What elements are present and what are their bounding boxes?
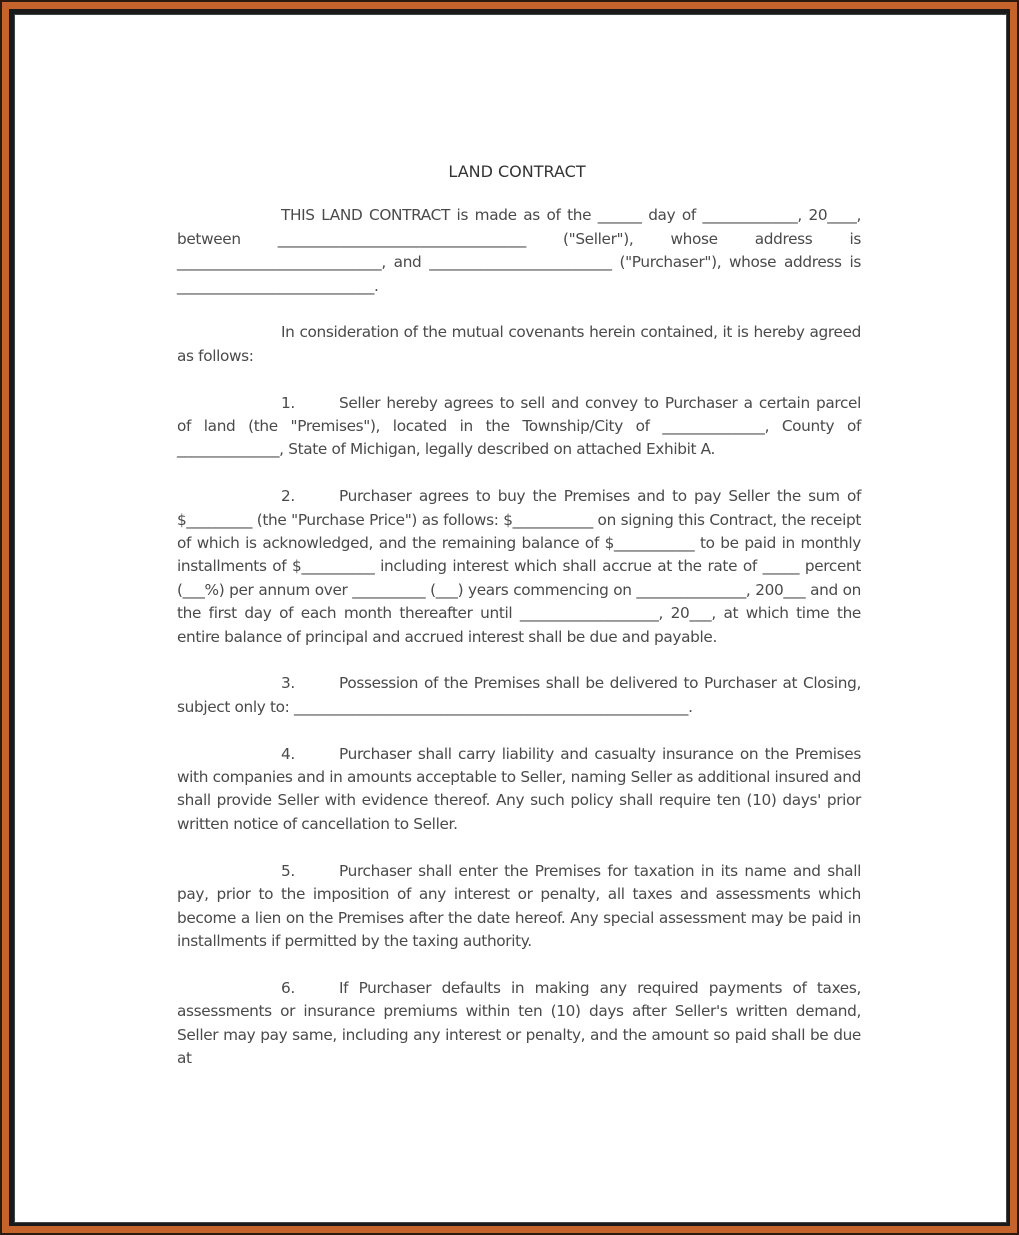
clause-number: 3. [281,674,295,693]
clause-1 [177,392,861,462]
clause-3 [177,672,861,719]
clause-6 [177,977,861,1071]
document-title: LAND CONTRACT [448,162,586,181]
clause-text: Purchaser agrees to buy the Premises and to pay Seller the sum of $_________ (the "Purchase Price") as follows: $___________ on signing this Contract, the receipt of which is acknowledged, and the remaining balance of $___________ to be paid in monthly installments of $__________ including interest which shall accrue at the rate of _____ percent (___%) per annum over __________ (___) years commencing on _______________, 200___ and on the first day of each month thereafter until ___________________, 20___, at which time the entire balance of principal and accrued interest shall be due and payable. [177,487,861,646]
clause-number: 4. [281,744,295,763]
cutoff-fade [177,1068,867,1098]
intro-text: THIS LAND CONTRACT is made as of the ______ day of _____________, 20____, between __________________________________ ("Seller"), whose address is ____________________________, and _________________________ ("Purchaser"), whose address is ___________________________. [177,206,861,295]
clause-number: 1. [281,393,295,412]
clause-number: 2. [281,487,295,506]
clause-4 [177,743,861,837]
clause-5 [177,860,861,954]
clause-text: Purchaser shall enter the Premises for taxation in its name and shall pay, prior to the imposition of any interest or penalty, all taxes and assessments which become a lien on the Premises after the date hereof. Any special assessment may be paid in installments if permitted by the taxing authority. [177,861,861,950]
clause-text: Seller hereby agrees to sell and convey to Purchaser a certain parcel of land (the "Premises"), located in the Township/City of ______________, County of ______________, State of Michigan, legally described on attached Exhibit A. [177,393,861,459]
clause-text: Purchaser shall carry liability and casualty insurance on the Premises with companies and in amounts acceptable to Seller, naming Seller as additional insured and shall provide Seller with evidence thereof. Any such policy shall require ten (10) days' prior written notice of cancellation to Seller. [177,744,861,833]
intro-paragraph [177,204,861,298]
clause-2 [177,485,861,649]
contract-body [177,160,861,1070]
consideration-text: In consideration of the mutual covenants herein contained, it is hereby agreed as follows: [177,323,861,365]
clause-number: 5. [281,861,295,880]
clause-number: 6. [281,978,295,997]
consideration-paragraph [177,321,861,368]
clause-text: If Purchaser defaults in making any required payments of taxes, assessments or insurance premiums within ten (10) days after Seller's written demand, Seller may pay same, including any interest or penalty, and the amount so paid shall be due at [177,978,861,1067]
clause-text: Possession of the Premises shall be delivered to Purchaser at Closing, subject only to: ______________________________________________________. [177,674,861,716]
